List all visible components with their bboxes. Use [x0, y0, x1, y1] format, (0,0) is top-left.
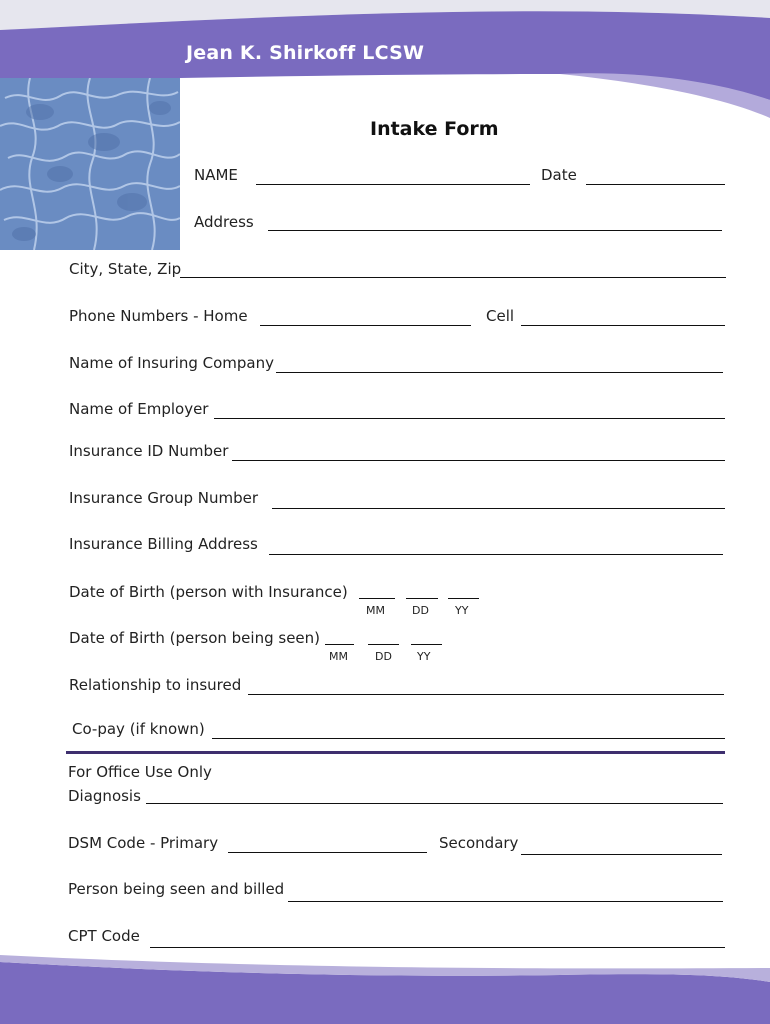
secondary-label: Secondary [439, 834, 519, 852]
person-billed-field[interactable] [288, 901, 723, 902]
dob-seen-label: Date of Birth (person being seen) [69, 629, 321, 647]
dob-seen-yy-field[interactable] [411, 644, 442, 645]
secondary-field[interactable] [521, 854, 722, 855]
diagnosis-field[interactable] [146, 803, 723, 804]
cpt-code-field[interactable] [150, 947, 725, 948]
dsm-primary-field[interactable] [228, 852, 427, 853]
cell-label: Cell [486, 307, 515, 325]
cell-field[interactable] [521, 325, 725, 326]
dob-seen-dd-field[interactable] [368, 644, 399, 645]
practice-name: Jean K. Shirkoff LCSW [186, 42, 425, 64]
phone-home-field[interactable] [260, 325, 471, 326]
name-label: NAME [194, 166, 238, 184]
dob-insured-yy-field[interactable] [448, 598, 479, 599]
relationship-field[interactable] [248, 694, 724, 695]
city-state-zip-field[interactable] [180, 277, 726, 278]
diagnosis-label: Diagnosis [68, 787, 141, 805]
phone-home-label: Phone Numbers - Home [69, 307, 248, 325]
cpt-code-label: CPT Code [68, 927, 140, 945]
dob-seen-dd-hint: DD [375, 650, 392, 663]
name-field[interactable] [256, 184, 530, 185]
insurance-id-label: Insurance ID Number [69, 442, 229, 460]
dob-insured-yy-hint: YY [455, 604, 469, 617]
dob-insured-mm-field[interactable] [359, 598, 395, 599]
dsm-primary-label: DSM Code - Primary [68, 834, 219, 852]
dob-seen-mm-hint: MM [329, 650, 348, 663]
group-number-field[interactable] [272, 508, 725, 509]
billing-address-field[interactable] [269, 554, 723, 555]
city-state-zip-label: City, State, Zip [69, 260, 182, 278]
office-use-heading: For Office Use Only [68, 763, 212, 781]
insuring-company-field[interactable] [276, 372, 723, 373]
dob-seen-mm-field[interactable] [325, 644, 354, 645]
employer-field[interactable] [214, 418, 725, 419]
address-label: Address [194, 213, 254, 231]
date-field[interactable] [586, 184, 725, 185]
billing-address-label: Insurance Billing Address [69, 535, 258, 553]
dob-seen-yy-hint: YY [417, 650, 431, 663]
dob-insured-dd-hint: DD [412, 604, 429, 617]
employer-label: Name of Employer [69, 400, 209, 418]
insurance-id-field[interactable] [232, 460, 725, 461]
section-divider [66, 751, 725, 754]
group-number-label: Insurance Group Number [69, 489, 259, 507]
date-label: Date [541, 166, 577, 184]
dob-insured-dd-field[interactable] [406, 598, 438, 599]
copay-field[interactable] [212, 738, 725, 739]
form-title: Intake Form [370, 118, 499, 140]
water-texture-image [0, 78, 180, 250]
relationship-label: Relationship to insured [69, 676, 242, 694]
person-billed-label: Person being seen and billed [68, 880, 285, 898]
dob-insured-label: Date of Birth (person with Insurance) [69, 583, 348, 601]
copay-label: Co-pay (if known) [72, 720, 205, 738]
dob-insured-mm-hint: MM [366, 604, 385, 617]
insuring-company-label: Name of Insuring Company [69, 354, 274, 372]
address-field[interactable] [268, 230, 722, 231]
